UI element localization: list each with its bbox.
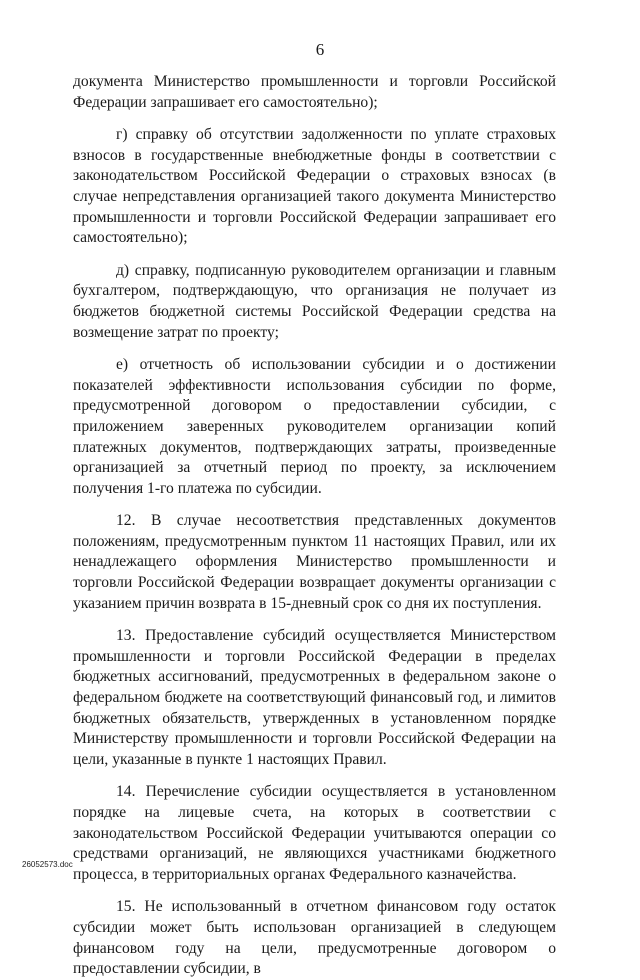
page-number: 6 (315, 40, 325, 59)
file-name-footer: 26052573.doc (22, 860, 73, 869)
paragraph-clause-13: 13. Предоставление субсидий осуществляется Министерством промышленности и торговли Российской Федерации в пределах бюджетных ассигнований, предусмотренных в федеральном законе о федеральном бюджете на соответствующий финансовый год, и лимитов бюджетных обязательств, утвержденных в установленном порядке Министерству промышленности и торговли Российской Федерации на цели, указанные в пункте 1 настоящих Правил. (73, 627, 556, 768)
paragraph-continuation: документа Министерство промышленности и торговли Российской Федерации запрашивает его самостоятельно); (73, 73, 556, 111)
document-body (73, 72, 556, 980)
paragraph-clause-12: 12. В случае несоответствия представленных документов положениям, предусмотренным пунктом 11 настоящих Правил, или их ненадлежащего оформления Министерство промышленности и торговли Российской Федерации возвращает документы организации с указанием причин возврата в 15-дневный срок со дня их поступления. (73, 512, 556, 612)
paragraph-item-e: е) отчетность об использовании субсидии и о достижении показателей эффективности использования субсидии по форме, предусмотренной договором о предоставлении субсидии, с приложением заверенных руководителем организации копий платежных документов, подтверждающих затраты, произведенные организацией за отчетный период по проекту, за исключением получения 1-го платежа по субсидии. (73, 356, 556, 497)
paragraph-item-g: г) справку об отсутствии задолженности по уплате страховых взносов в государственные внебюджетные фонды в соответствии с законодательством Российской Федерации о страховых взносах (в случае непредставления организацией такого документа Министерство промышленности и торговли Российской Федерации запрашивает его самостоятельно); (73, 126, 556, 247)
paragraph-clause-15: 15. Не использованный в отчетном финансовом году остаток субсидии может быть использован организацией в следующем финансовом году на цели, предусмотренные договором о предоставлении субсидии, в (73, 898, 556, 978)
paragraph-clause-14: 14. Перечисление субсидии осуществляется в установленном порядке на лицевые счета, на которых в соответствии с законодательством Российской Федерации учитываются операции со средствами организаций, не являющихся участниками бюджетного процесса, в территориальных органах Федерального казначейства. (73, 783, 556, 883)
paragraph-item-d: д) справку, подписанную руководителем организации и главным бухгалтером, подтверждающую, что организация не получает из бюджетов бюджетной системы Российской Федерации средства на возмещение затрат по проекту; (73, 261, 556, 341)
